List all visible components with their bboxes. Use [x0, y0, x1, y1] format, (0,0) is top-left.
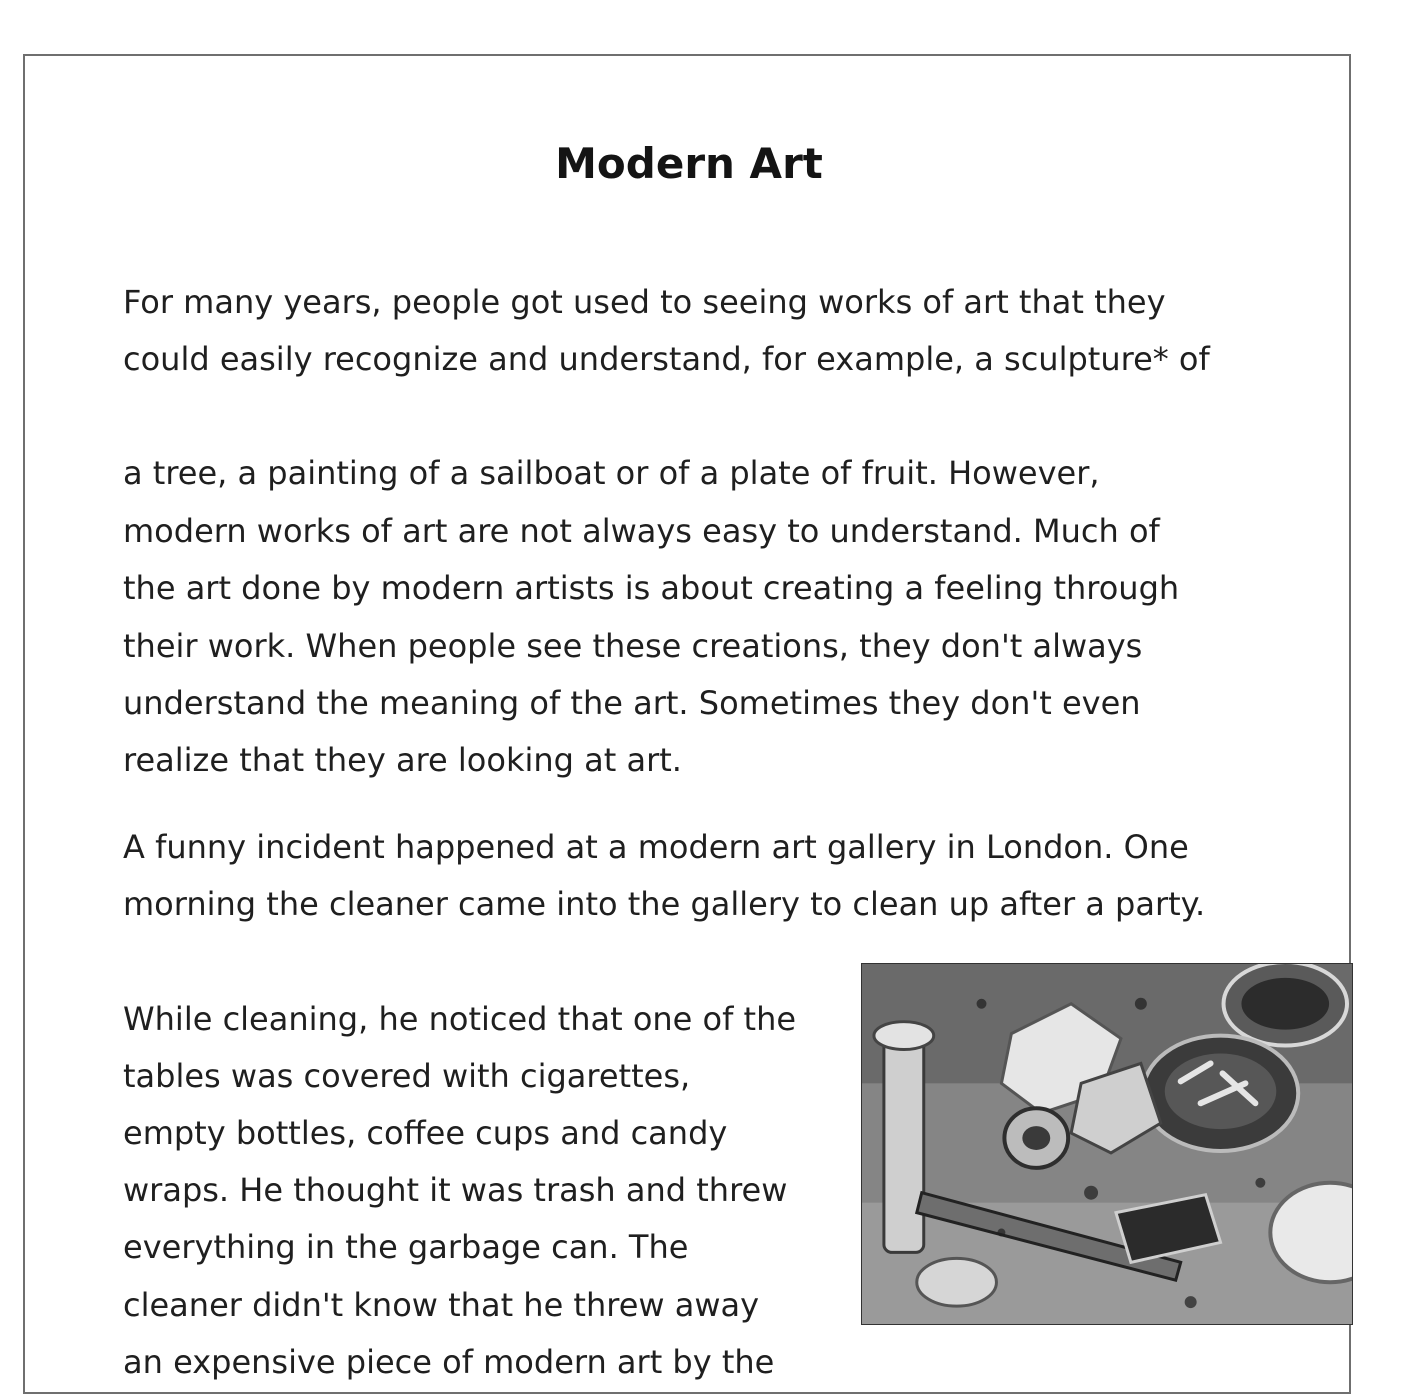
paragraph-1-line: For many years, people got used to seeing works of art that they	[123, 283, 1166, 321]
page-title: Modern Art	[555, 139, 823, 188]
paragraph-3-line: While cleaning, he noticed that one of the	[123, 1000, 797, 1038]
paragraph-1-line: modern works of art are not always easy to understand. Much of	[123, 512, 1160, 550]
paragraph-2-line: A funny incident happened at a modern art gallery in London. One	[123, 828, 1189, 866]
paragraph-3-line: an expensive piece of modern art by the	[123, 1343, 775, 1381]
paragraph-1-line: understand the meaning of the art. Sometimes they don't even	[123, 684, 1141, 722]
paragraph-3-line: cleaner didn't know that he threw away	[123, 1286, 760, 1324]
paragraph-2-line: morning the cleaner came into the gallery to clean up after a party.	[123, 885, 1206, 923]
paragraph-3-line: everything in the garbage can. The	[123, 1228, 689, 1266]
paragraph-3-line: wraps. He thought it was trash and threw	[123, 1171, 788, 1209]
paragraph-3-line: tables was covered with cigarettes,	[123, 1057, 691, 1095]
paragraph-1-line: the art done by modern artists is about creating a feeling through	[123, 569, 1180, 607]
paragraph-3-line: empty bottles, coffee cups and candy	[123, 1114, 728, 1152]
paragraph-1-line: could easily recognize and understand, for example, a sculpture* of	[123, 340, 1210, 378]
paragraph-1-line: their work. When people see these creations, they don't always	[123, 627, 1143, 665]
paragraph-1-line: realize that they are looking at art.	[123, 741, 682, 779]
paragraph-1-line: a tree, a painting of a sailboat or of a plate of fruit. However,	[123, 454, 1100, 492]
photo-table-with-trash	[861, 963, 1353, 1325]
